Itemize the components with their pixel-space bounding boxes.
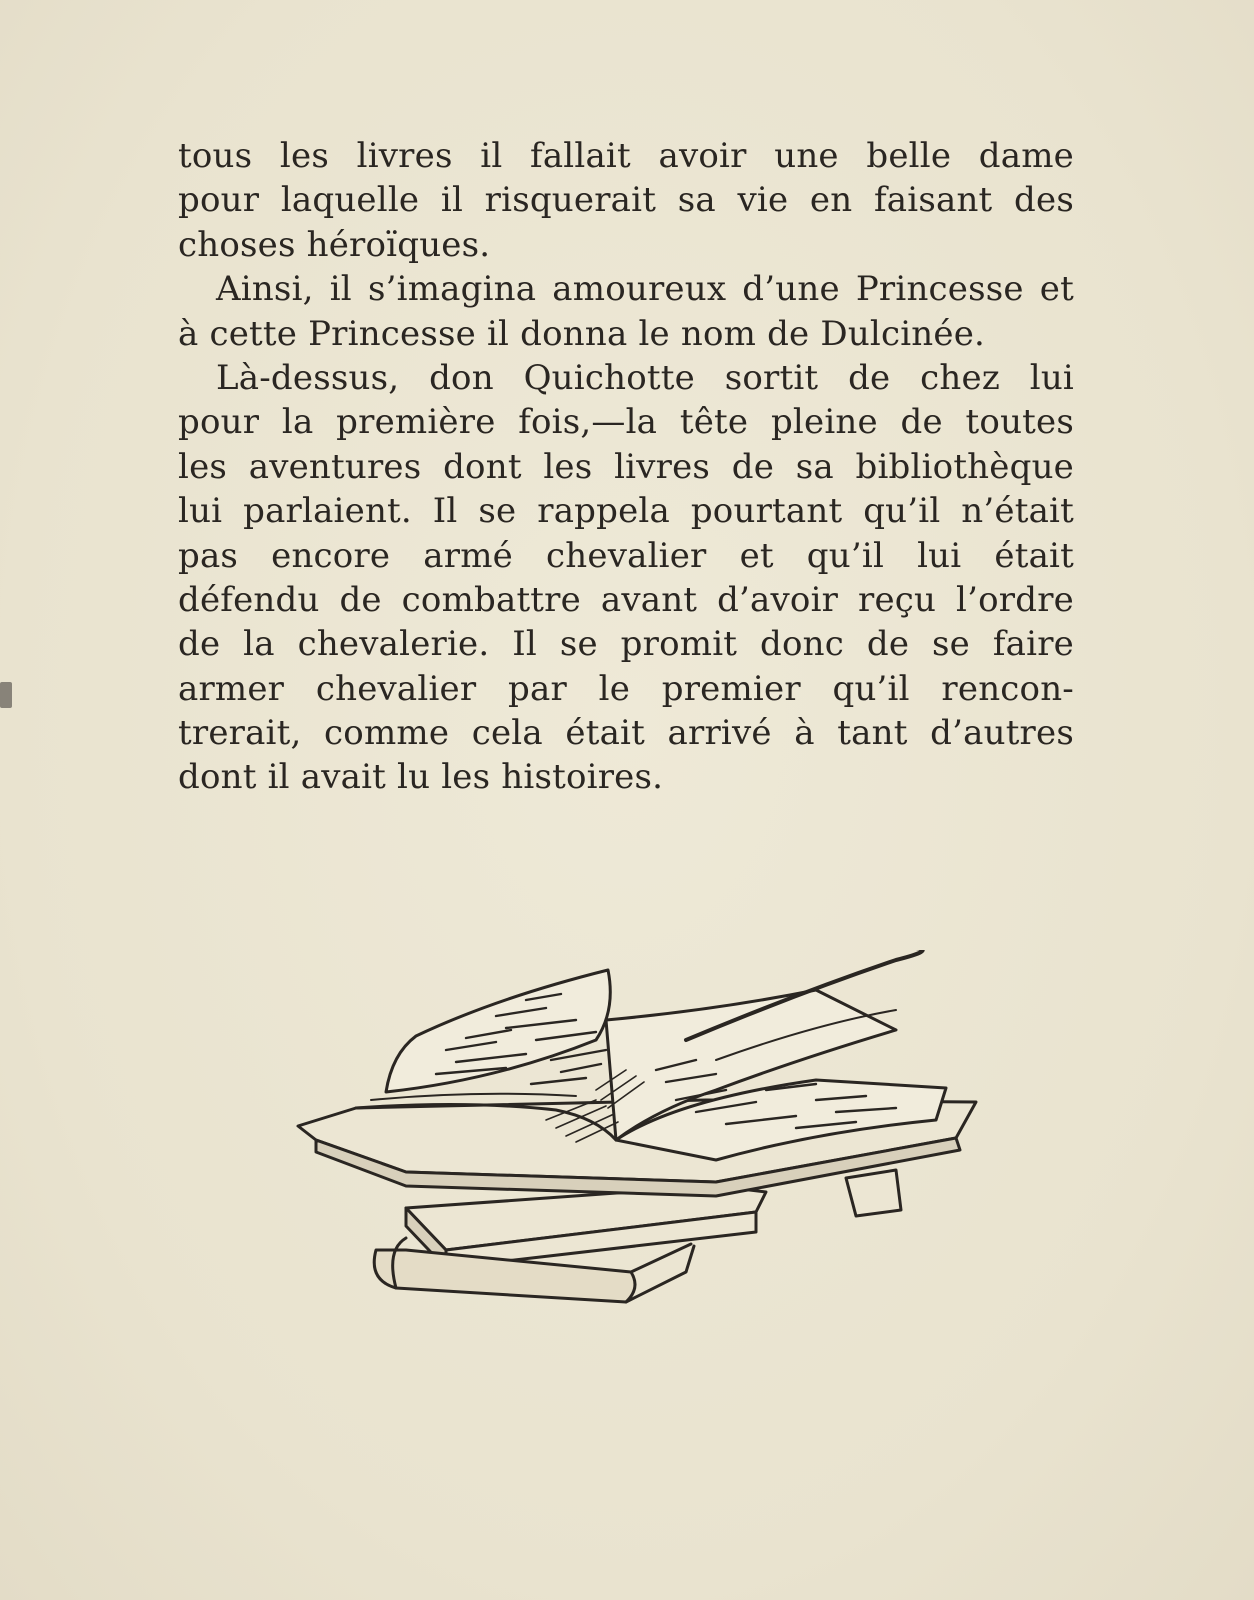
text-line-8: les aventures dont les livres de sa bibliothèque xyxy=(178,446,1074,487)
text-line-13: armer chevalier par le premier qu’il rencon- xyxy=(178,668,1074,709)
text-line-4: Ainsi, il s’imagina amoureux d’une Princesse et xyxy=(216,269,1074,310)
open-book-stack-icon xyxy=(296,950,996,1340)
text-line-12: de la chevalerie. Il se promit donc de se faire xyxy=(178,624,1074,665)
text-line-9: lui parlaient. Il se rappela pourtant qu’il n’était xyxy=(178,491,1074,532)
text-line-10: pas encore armé chevalier et qu’il lui était xyxy=(178,535,1074,576)
margin-mark xyxy=(0,682,12,708)
text-line-1: tous les livres il fallait avoir une belle dame xyxy=(178,136,1074,176)
text-line-5: à cette Princesse il donna le nom de Dulcinée. xyxy=(178,313,986,354)
body-text xyxy=(178,134,1074,800)
text-line-3: choses héroïques. xyxy=(178,224,491,265)
text-line-6: Là-dessus, don Quichotte sortit de chez lui xyxy=(216,357,1074,398)
text-line-2: pour laquelle il risquerait sa vie en faisant des xyxy=(178,180,1074,221)
text-line-7: pour la première fois,—la tête pleine de toutes xyxy=(178,402,1074,443)
text-line-14: trerait, comme cela était arrivé à tant d’autres xyxy=(178,713,1074,754)
text-line-11: défendu de combattre avant d’avoir reçu l’ordre xyxy=(178,579,1074,620)
text-line-15: dont il avait lu les histoires. xyxy=(178,757,664,798)
